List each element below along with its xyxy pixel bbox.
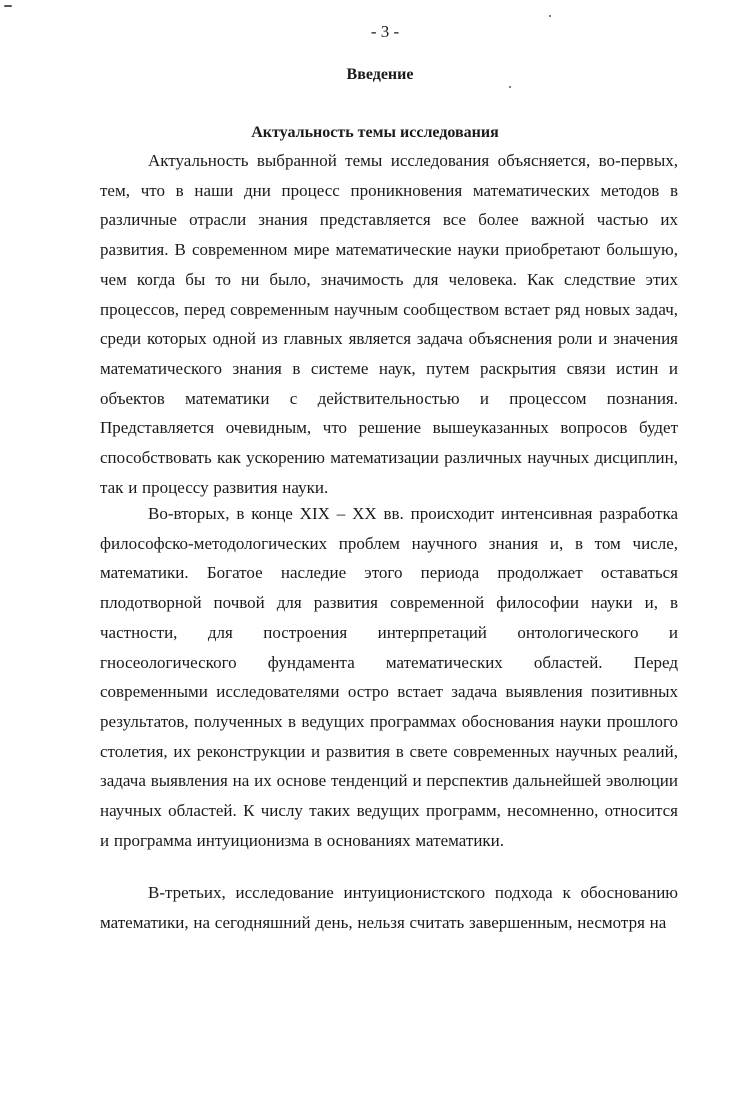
subsection-heading-relevance: Актуальность темы исследования (251, 124, 499, 141)
page-number: - 3 - (370, 22, 400, 41)
paragraph-first-reason: Актуальность выбранной темы исследования объясняется, во-первых, тем, что в наши дни процесс проникновения математических методов в различные отрасли знания представляется все более важной частью их развития. В современном мире математические науки приобретают большую, чем когда бы то ни было, значимость для человека. Как следствие этих процессов, перед современным научным сообществом встает ряд новых задач, среди которых одной из главных является задача объяснения роли и значения математического знания в системе наук, путем раскрытия связи истин и объектов математики с действительностью и процессом познания. Представляется очевидным, что решение вышеуказанных вопросов будет способствовать как ускорению математизации различных научных дисциплин, так и процессу развития науки. (100, 151, 678, 497)
paragraph-second-reason: Во-вторых, в конце XIX – XX вв. происходит интенсивная разработка философско-методологических проблем научного знания и, в том числе, математики. Богатое наследие этого периода продолжает оставаться плодотворной почвой для развития современной философии науки и, в частности, для построения интерпретаций онтологического и гносеологического фундамента математических областей. Перед современными исследователями остро встает задача выявления позитивных результатов, полученных в ведущих программах обоснования науки прошлого столетия, их реконструкции и развития в свете современных научных реалий, задача выявления на их основе тенденций и перспектив дальнейшей эволюции научных областей. К числу таких ведущих программ, несомненно, относится и программа интуиционизма в основаниях математики. (100, 504, 678, 850)
scan-speck (4, 5, 12, 7)
scan-speck (509, 86, 511, 88)
section-heading-introduction: Введение (346, 66, 414, 83)
paragraph-third-reason: В-третьих, исследование интуиционистского подхода к обоснованию математики, на сегодняшний день, нельзя считать завершенным, несмотря на (100, 883, 678, 932)
scan-speck (549, 15, 551, 17)
